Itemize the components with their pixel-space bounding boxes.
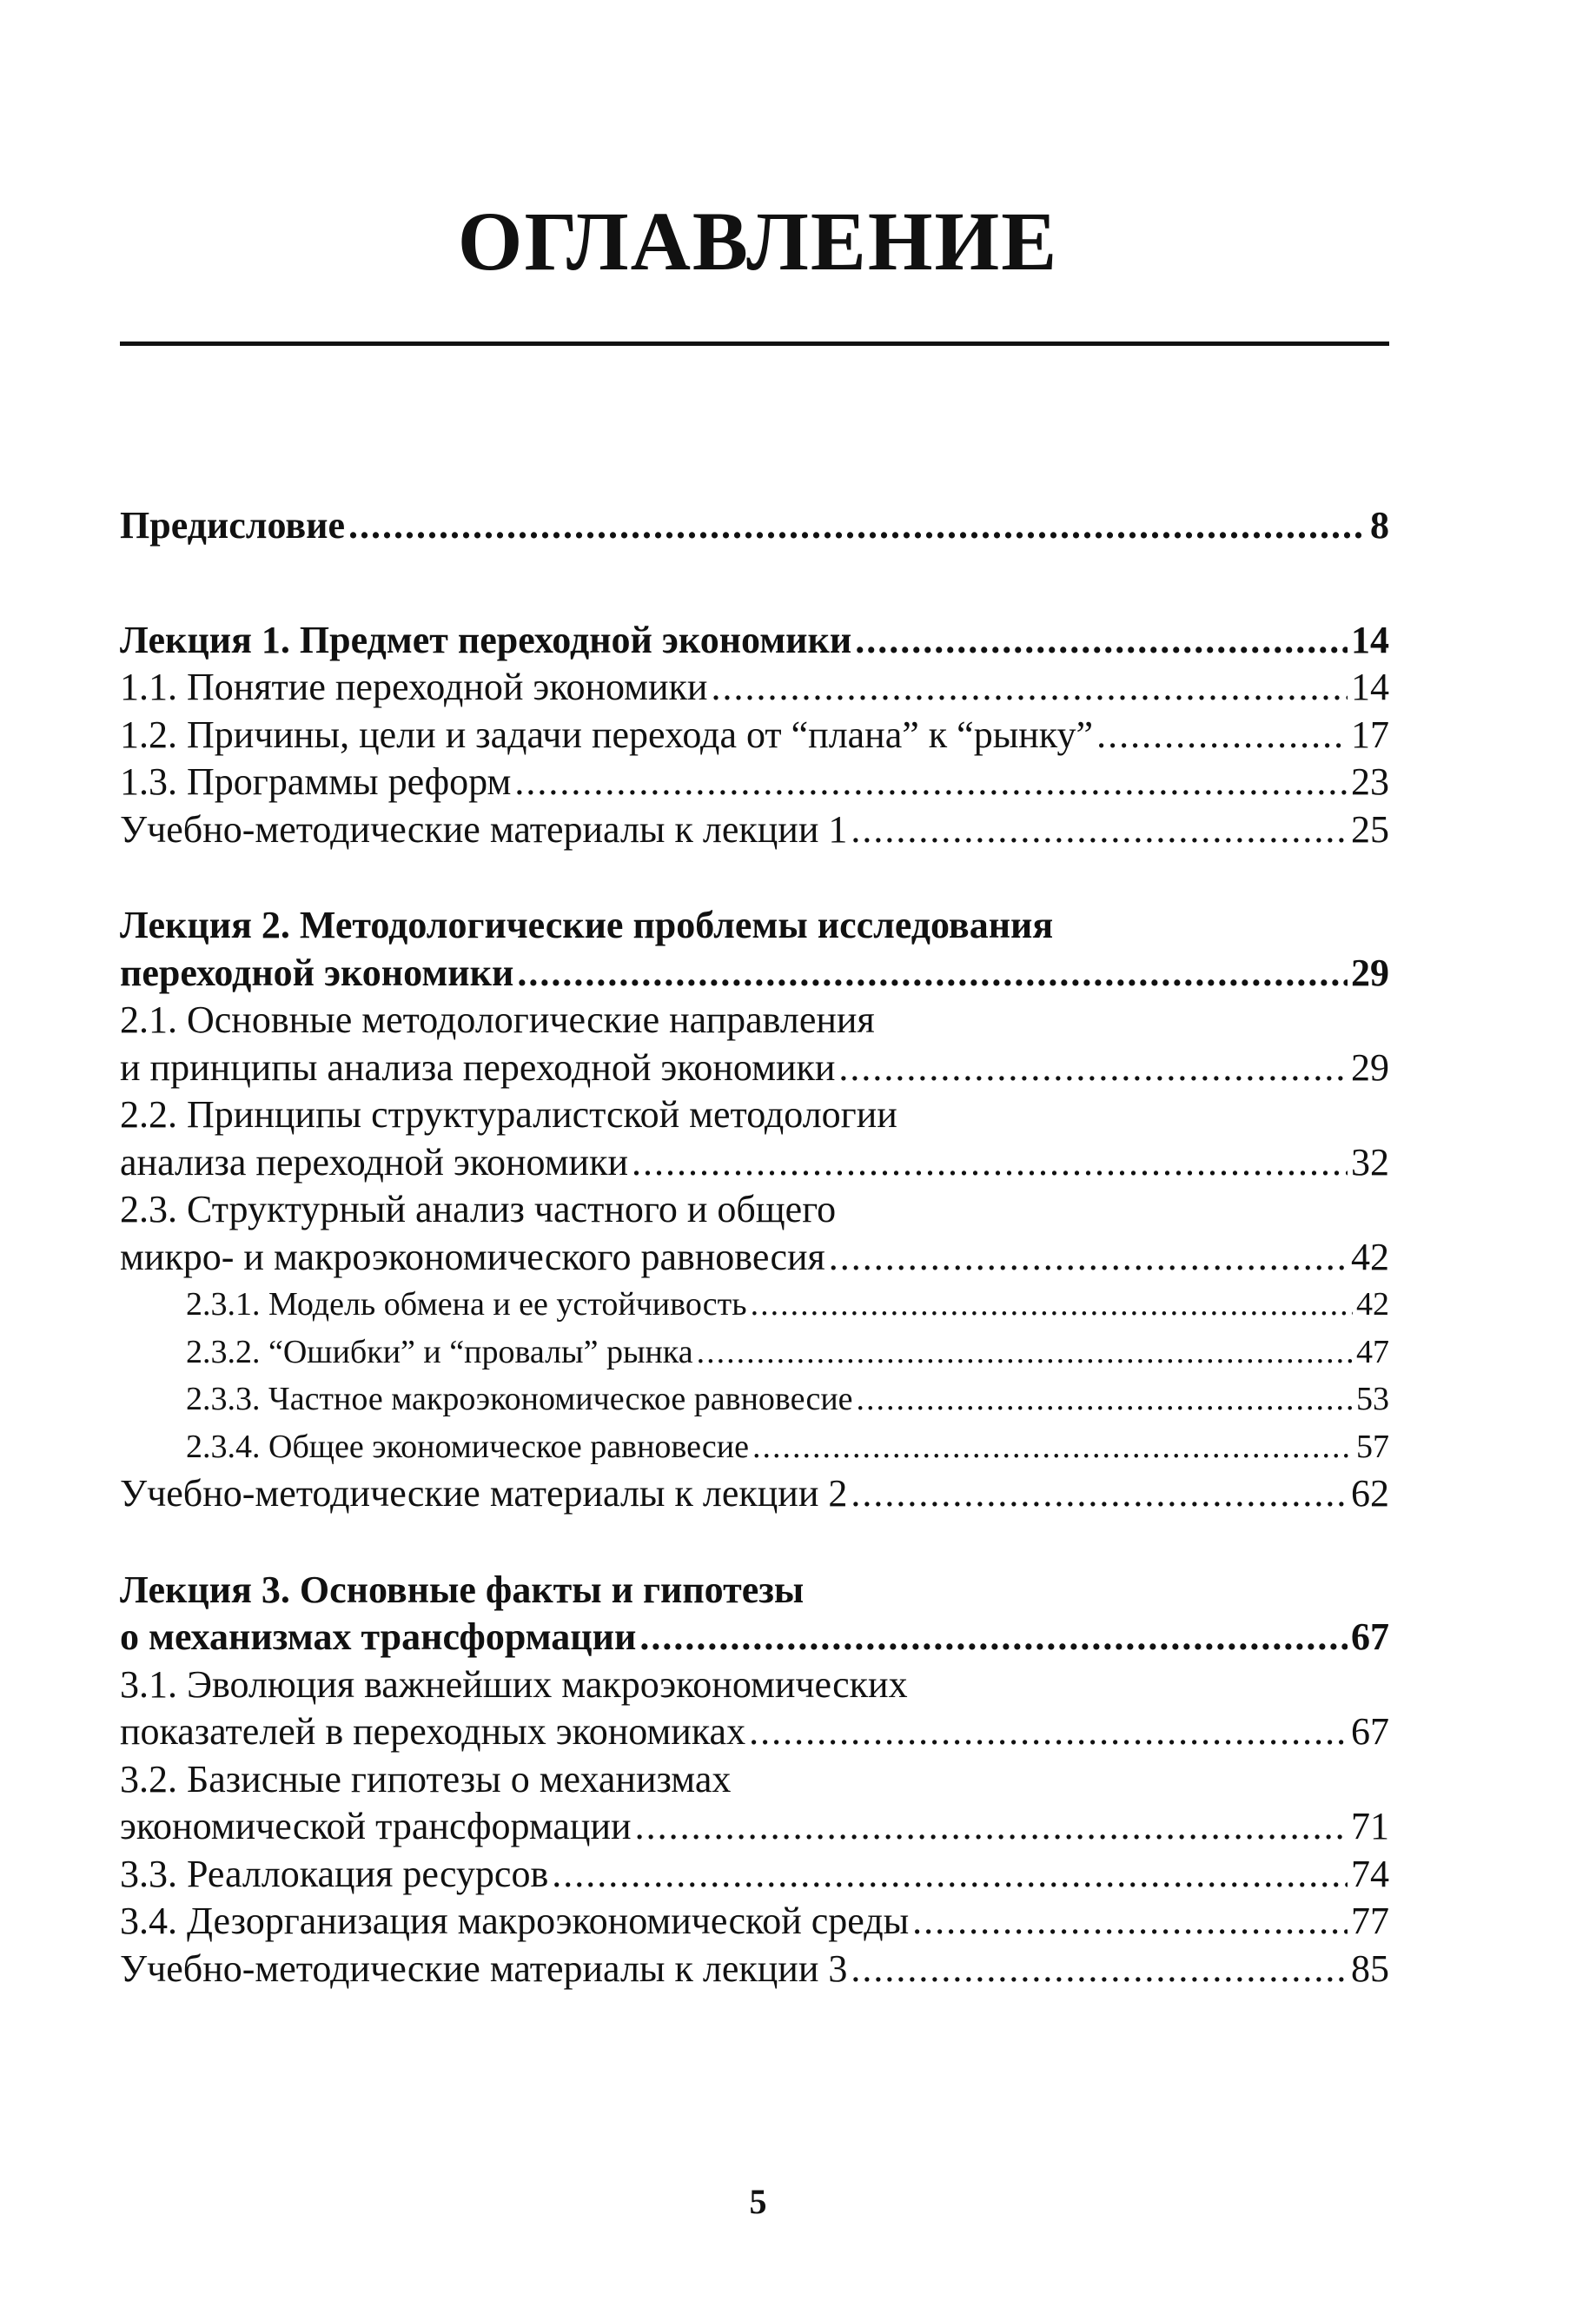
toc-entry-2-2-line1[interactable]: 2.2. Принципы структуралистской методологии bbox=[120, 1093, 897, 1136]
toc-entry-text: 2.3.4. Общее экономическое равновесие bbox=[186, 1428, 750, 1465]
toc-entry-2-1[interactable] bbox=[120, 1044, 1389, 1092]
toc-entry-3-4[interactable] bbox=[120, 1898, 1389, 1946]
toc-entry-1-2[interactable] bbox=[120, 712, 1389, 759]
toc-entry-2-3-line1[interactable]: 2.3. Структурный анализ частного и общего bbox=[120, 1188, 837, 1230]
toc-lecture-2-heading[interactable] bbox=[120, 950, 1389, 998]
leader-dots bbox=[635, 1803, 1348, 1851]
toc-entry-text: и принципы анализа переходной экономики bbox=[120, 1045, 836, 1089]
toc-entry-2-3-3[interactable] bbox=[120, 1376, 1389, 1423]
toc-entry-text: Лекция 1. Предмет переходной экономики bbox=[120, 618, 852, 661]
page-number: 5 bbox=[749, 2182, 767, 2221]
leader-dots bbox=[855, 617, 1348, 665]
leader-dots bbox=[514, 759, 1348, 806]
toc-entry-2-1-line1[interactable]: 2.1. Основные методологические направления bbox=[120, 998, 875, 1041]
toc-entry-page: 14 bbox=[1351, 666, 1389, 708]
toc-entry-page: 53 bbox=[1356, 1381, 1389, 1417]
toc-entry-page: 29 bbox=[1351, 1045, 1389, 1089]
page-title: ОГЛАВЛЕНИЕ bbox=[457, 195, 1059, 288]
toc-entry-text: 2.3.1. Модель обмена и ее устойчивость bbox=[186, 1286, 747, 1323]
leader-dots bbox=[697, 1329, 1353, 1376]
toc-entry-2-3-4[interactable] bbox=[120, 1423, 1389, 1471]
leader-dots bbox=[752, 1423, 1353, 1471]
toc-entry-2-3[interactable] bbox=[120, 1234, 1389, 1282]
leader-dots bbox=[749, 1708, 1348, 1756]
toc-entry-text: экономической трансформации bbox=[120, 1805, 632, 1847]
leader-dots bbox=[857, 1376, 1353, 1423]
toc-entry-page: 29 bbox=[1351, 951, 1389, 994]
leader-dots bbox=[1096, 712, 1348, 759]
leader-dots bbox=[711, 664, 1348, 712]
leader-dots bbox=[552, 1851, 1348, 1899]
leader-dots bbox=[851, 806, 1348, 854]
toc-entry-3-2-line1[interactable]: 3.2. Базисные гипотезы о механизмах bbox=[120, 1757, 732, 1800]
toc-entry-materials-1[interactable] bbox=[120, 806, 1389, 854]
toc-entry-page: 71 bbox=[1351, 1805, 1389, 1847]
toc-entry-text: 3.3. Реаллокация ресурсов bbox=[120, 1852, 549, 1895]
toc-entry-text: Учебно-методические материалы к лекции 1 bbox=[120, 807, 848, 851]
toc-entry-text: Предисловие bbox=[120, 504, 346, 547]
leader-dots bbox=[632, 1139, 1348, 1187]
toc-entry-page: 67 bbox=[1351, 1710, 1389, 1753]
toc-entry-page: 42 bbox=[1356, 1286, 1389, 1323]
leader-dots bbox=[751, 1281, 1353, 1329]
toc-entry-1-1[interactable] bbox=[120, 664, 1389, 712]
toc-lecture-3-heading-line1[interactable]: Лекция 3. Основные факты и гипотезы bbox=[120, 1568, 805, 1611]
toc-entry-2-2[interactable] bbox=[120, 1139, 1389, 1187]
leader-dots bbox=[851, 1946, 1348, 1993]
toc-entry-text: микро- и макроэкономического равновесия bbox=[120, 1235, 825, 1278]
toc-entry-page: 42 bbox=[1351, 1235, 1389, 1278]
toc-entry-page: 8 bbox=[1370, 504, 1389, 547]
toc-entry-page: 85 bbox=[1351, 1946, 1389, 1990]
toc-entry-text: о механизмах трансформации bbox=[120, 1615, 637, 1658]
toc-entry-3-2[interactable] bbox=[120, 1803, 1389, 1851]
toc-entry-page: 47 bbox=[1356, 1333, 1389, 1370]
leader-dots bbox=[912, 1898, 1348, 1946]
toc-entry-page: 14 bbox=[1351, 618, 1389, 661]
toc-entry-2-3-2[interactable] bbox=[120, 1329, 1389, 1376]
toc-entry-2-3-1[interactable] bbox=[120, 1281, 1389, 1329]
toc-entry-text: Учебно-методические материалы к лекции 2 bbox=[120, 1472, 848, 1515]
toc-entry-text: переходной экономики bbox=[120, 951, 514, 994]
toc-entry-3-1[interactable] bbox=[120, 1708, 1389, 1756]
title-rule bbox=[120, 342, 1389, 346]
toc-entry-materials-3[interactable] bbox=[120, 1946, 1389, 1993]
toc-entry-text: 3.4. Дезорганизация макроэкономической среды bbox=[120, 1900, 910, 1942]
toc-entry-page: 57 bbox=[1356, 1428, 1389, 1465]
toc-entry-page: 17 bbox=[1351, 713, 1389, 756]
leader-dots bbox=[517, 950, 1348, 998]
toc-entry-materials-2[interactable] bbox=[120, 1470, 1389, 1518]
leader-dots bbox=[829, 1234, 1348, 1282]
toc-entry-text: Учебно-методические материалы к лекции 3 bbox=[120, 1946, 848, 1990]
toc-entry-page: 77 bbox=[1351, 1900, 1389, 1942]
toc-entry-text: анализа переходной экономики bbox=[120, 1140, 629, 1184]
toc-lecture-2-heading-line1[interactable]: Лекция 2. Методологические проблемы исследования bbox=[120, 904, 1054, 946]
toc-entry-preface[interactable] bbox=[120, 502, 1389, 550]
toc-entry-page: 74 bbox=[1351, 1852, 1389, 1895]
toc-lecture-3-heading[interactable] bbox=[120, 1614, 1389, 1661]
toc-entry-3-1-line1[interactable]: 3.1. Эволюция важнейших макроэкономических bbox=[120, 1662, 908, 1706]
toc-lecture-1-heading[interactable] bbox=[120, 617, 1389, 665]
toc-entry-page: 25 bbox=[1351, 807, 1389, 851]
leader-dots bbox=[851, 1470, 1348, 1518]
leader-dots bbox=[838, 1044, 1348, 1092]
toc-entry-1-3[interactable] bbox=[120, 759, 1389, 806]
table-of-contents bbox=[120, 502, 1389, 1993]
toc-entry-text: 1.1. Понятие переходной экономики bbox=[120, 666, 708, 708]
toc-entry-text: 2.3.2. “Ошибки” и “провалы” рынка bbox=[186, 1333, 693, 1370]
toc-entry-page: 67 bbox=[1351, 1615, 1389, 1658]
toc-entry-text: показателей в переходных экономиках bbox=[120, 1710, 746, 1753]
toc-entry-3-3[interactable] bbox=[120, 1851, 1389, 1899]
toc-entry-page: 23 bbox=[1351, 760, 1389, 803]
toc-entry-text: 1.3. Программы реформ bbox=[120, 760, 512, 803]
toc-entry-page: 62 bbox=[1351, 1472, 1389, 1515]
toc-entry-text: 1.2. Причины, цели и задачи перехода от “плана” к “рынку” bbox=[120, 713, 1094, 756]
leader-dots bbox=[639, 1614, 1348, 1661]
leader-dots bbox=[348, 502, 1367, 550]
toc-entry-page: 32 bbox=[1351, 1140, 1389, 1184]
toc-entry-text: 2.3.3. Частное макроэкономическое равновесие bbox=[186, 1381, 853, 1417]
